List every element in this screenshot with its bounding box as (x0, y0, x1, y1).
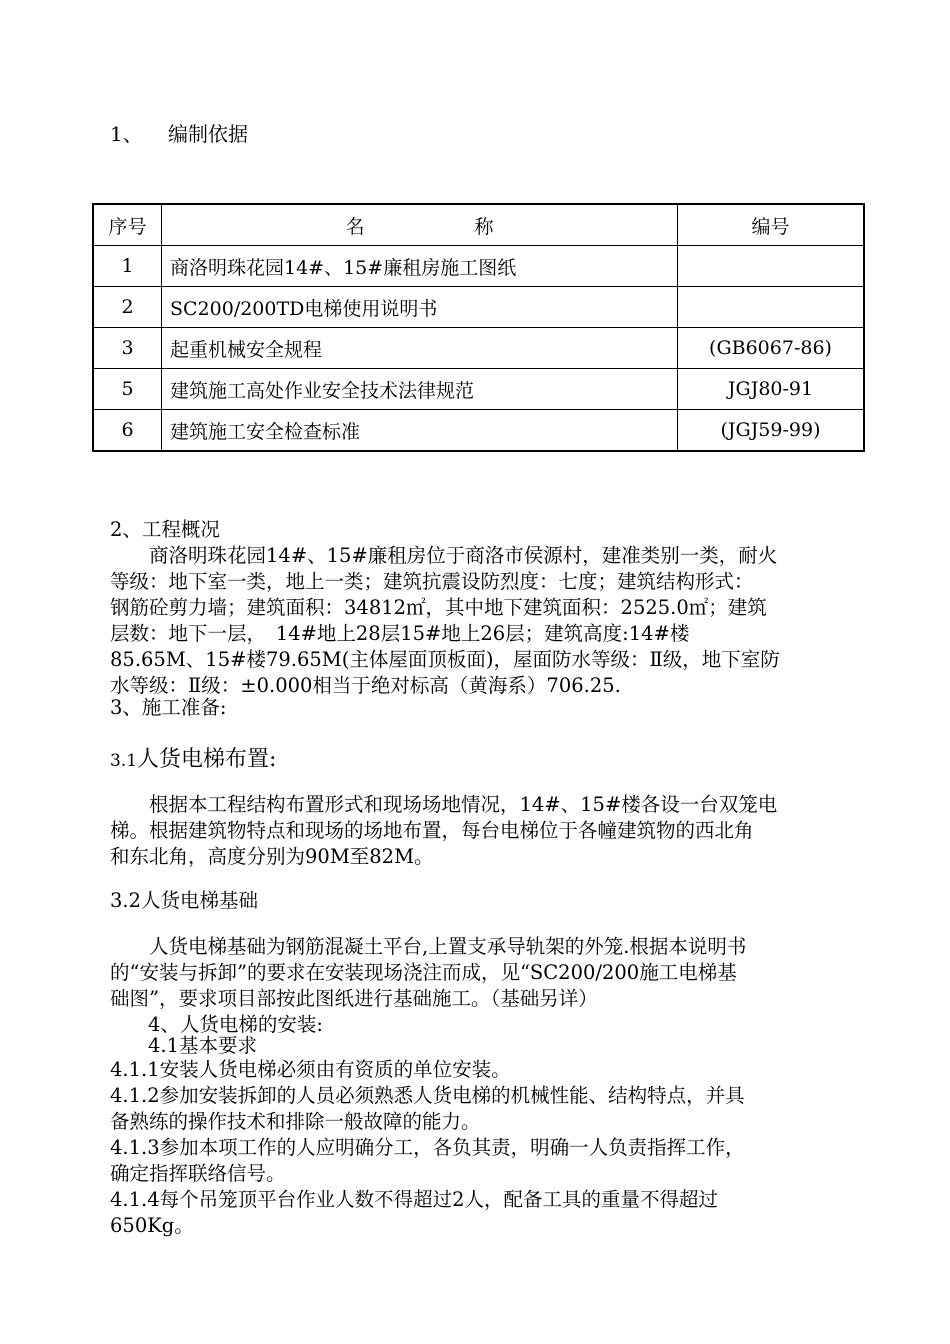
section-1-heading (110, 118, 248, 147)
header-name-b: 称 (474, 215, 494, 238)
row-code (678, 287, 865, 328)
row-seq: 6 (93, 410, 162, 452)
table-header-row (93, 204, 864, 246)
table-row (93, 246, 864, 287)
list-item: 4.1.4每个吊笼顶平台作业人数不得超过2人，配备工具的重量不得超过 (110, 1188, 719, 1211)
section-1-title: 编制依据 (168, 122, 248, 146)
section-4-1-items (110, 1057, 855, 1239)
reference-table (92, 203, 865, 452)
list-item: 备熟练的操作技术和排除一般故障的能力。 (110, 1110, 481, 1133)
table-row (93, 369, 864, 410)
table-row (93, 410, 864, 452)
section-3-1-title: 人货电梯布置: (137, 747, 277, 772)
list-item: 4.1.3参加本项工作的人应明确分工，各负其责，明确一人负责指挥工作， (110, 1136, 745, 1159)
section-3-1-body (110, 792, 855, 870)
row-name: 建筑施工安全检查标准 (162, 410, 678, 452)
row-name: SC200/200TD电梯使用说明书 (162, 287, 678, 328)
row-name: 起重机械安全规程 (162, 328, 678, 369)
body-line: 梯。根据建筑物特点和现场的场地布置，每台电梯位于各幢建筑物的西北角 (110, 819, 754, 842)
section-2-title: 2、工程概况 (110, 518, 220, 541)
row-seq: 3 (93, 328, 162, 369)
body-line: 的“安装与拆卸”的要求在安装现场浇注而成，见“SC200/200施工电梯基 (110, 961, 737, 984)
section-3-1-heading (110, 742, 276, 773)
row-seq: 2 (93, 287, 162, 328)
header-name (162, 204, 678, 246)
header-code: 编号 (678, 204, 865, 246)
body-line: 等级：地下室一类，地上一类；建筑抗震设防烈度：七度；建筑结构形式： (110, 570, 754, 593)
row-code (678, 246, 865, 287)
section-4-title: 4、人货电梯的安装: (148, 1013, 323, 1036)
section-1-number: 1、 (110, 122, 143, 146)
body-line: 人货电梯基础为钢筋混凝土平台,上置支承导轨架的外笼.根据本说明书 (149, 935, 747, 958)
body-line: 钢筋砼剪力墙；建筑面积：34812㎡，其中地下建筑面积：2525.0㎡；建筑 (110, 596, 767, 619)
row-seq: 1 (93, 246, 162, 287)
table-row (93, 287, 864, 328)
body-line: 根据本工程结构布置形式和现场场地情况，14#、15#楼各设一台双笼电 (149, 793, 778, 816)
section-3-2-body (110, 934, 855, 1012)
body-line: 水等级：Ⅱ级：±0.000相当于绝对标高（黄海系）706.25. (110, 674, 621, 697)
row-code: (JGJ59-99) (678, 410, 865, 452)
row-seq: 5 (93, 369, 162, 410)
list-item: 确定指挥联络信号。 (110, 1162, 286, 1185)
body-line: 层数：地下一层， 14#地上28层15#地上26层；建筑高度:14#楼 (110, 622, 690, 645)
section-2-body (110, 543, 855, 699)
row-code: JGJ80-91 (678, 369, 865, 410)
body-line: 础图”，要求项目部按此图纸进行基础施工。（基础另详） (110, 987, 598, 1010)
section-4-1-title: 4.1基本要求 (148, 1034, 258, 1057)
body-line: 和东北角，高度分别为90M至82M。 (110, 845, 434, 868)
row-name: 商洛明珠花园14#、15#廉租房施工图纸 (162, 246, 678, 287)
section-3-2-title: 3.2人货电梯基础 (110, 889, 259, 912)
table-row (93, 328, 864, 369)
list-item: 650Kg。 (110, 1214, 194, 1237)
section-3-1-number: 3.1 (110, 751, 138, 771)
row-name: 建筑施工高处作业安全技术法律规范 (162, 369, 678, 410)
body-line: 85.65M、15#楼79.65M(主体屋面顶板面)，屋面防水等级：Ⅱ级，地下室防 (110, 648, 780, 671)
header-name-a: 名 (345, 215, 365, 238)
header-seq: 序号 (93, 204, 162, 246)
body-line: 商洛明珠花园14#、15#廉租房位于商洛市侯源村，建准类别一类，耐火 (149, 544, 778, 567)
list-item: 4.1.2参加安装拆卸的人员必须熟悉人货电梯的机械性能、结构特点，并具 (110, 1084, 745, 1107)
section-3-title: 3、施工准备: (110, 696, 227, 719)
row-code: (GB6067-86) (678, 328, 865, 369)
list-item: 4.1.1安装人货电梯必须由有资质的单位安装。 (110, 1058, 511, 1081)
